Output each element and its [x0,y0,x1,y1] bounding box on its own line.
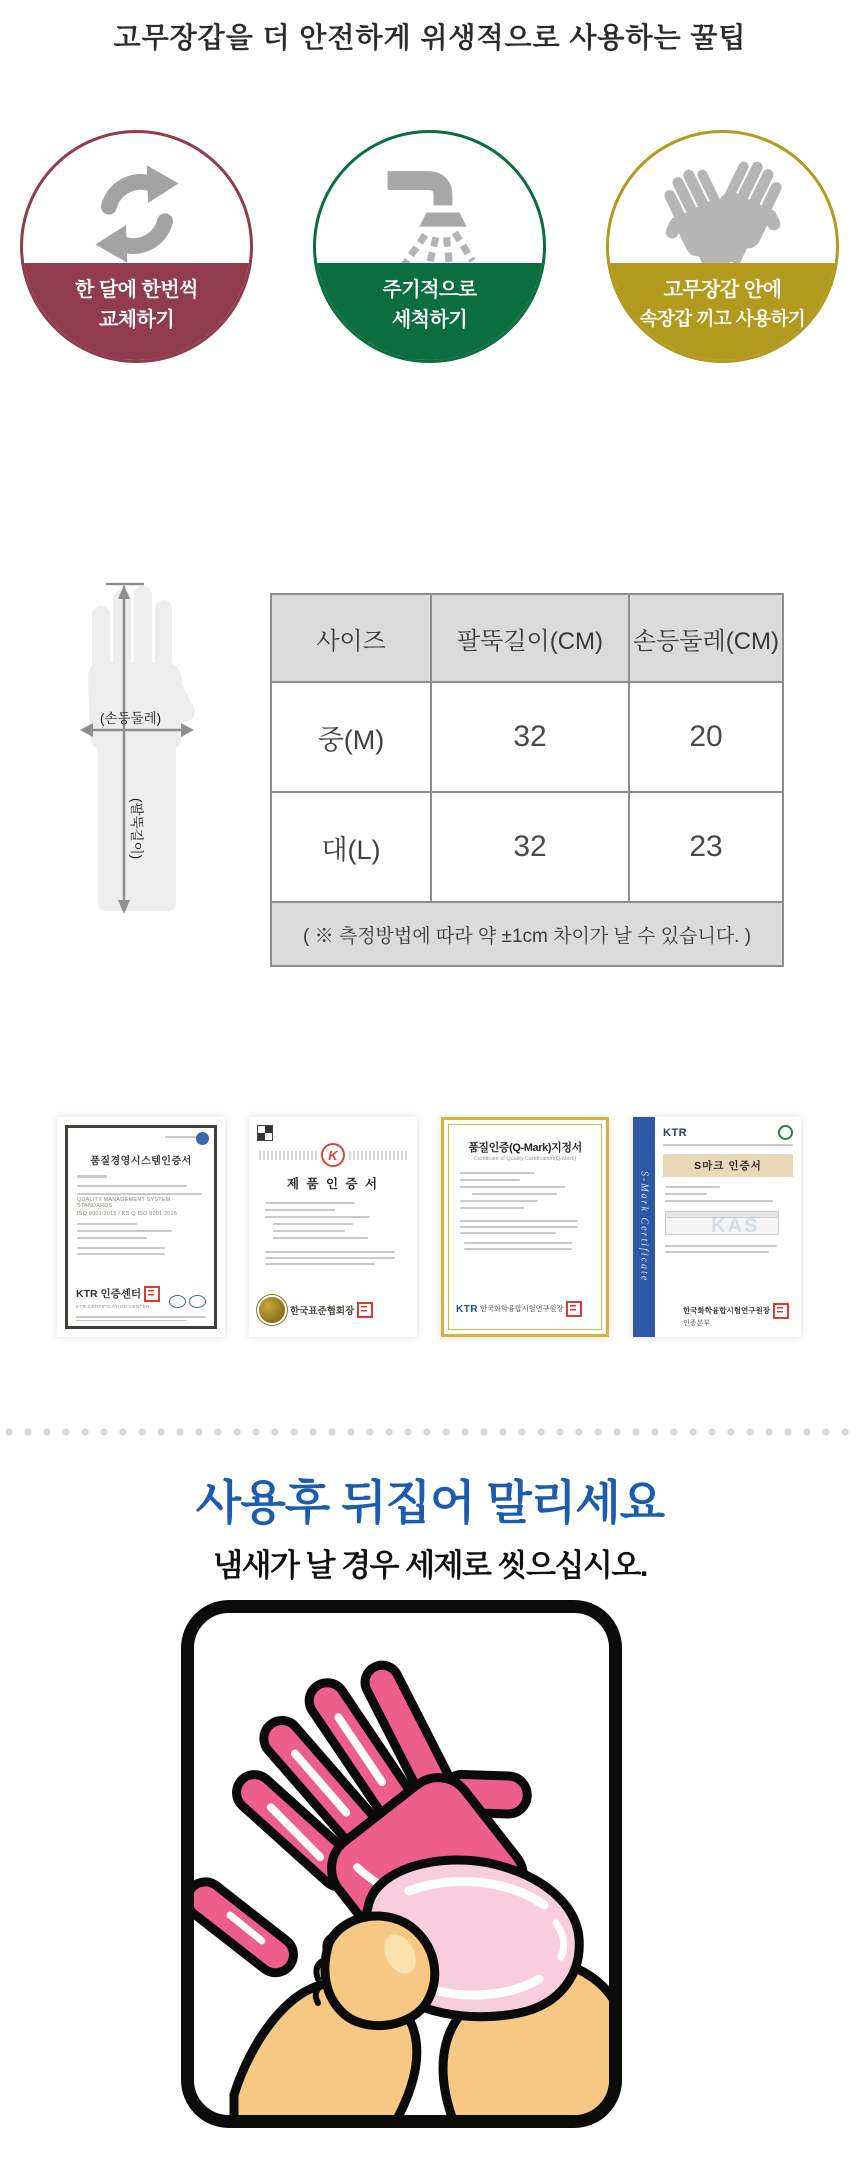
cell-size: 대(L) [271,792,431,902]
header-size: 사이즈 [271,594,431,682]
certificate-issuer: 한국화학융합시험연구원장 [480,1304,564,1313]
ks-mark-header [259,1143,407,1167]
qr-code-icon [258,1126,272,1140]
certificate-title: 품질인증(Q-Mark)지정서 [468,1142,582,1154]
certificate-body [655,1117,801,1337]
certificate-title: 품질경영시스템인증서 [90,1156,192,1167]
dotted-divider [5,1428,855,1436]
accreditation-logos [169,1295,206,1308]
red-stamp-icon [357,1302,373,1318]
certificate-issuer-dept: 인증본부 [683,1320,711,1327]
ktr-logo: KTR [456,1303,479,1315]
table-row [271,792,783,902]
certificate-issuer: 한국표준협회장 [290,1306,355,1317]
s-mark-side-text: S-Mark Certificate [638,1171,650,1283]
page-title: 고무장갑을 더 안전하게 위생적으로 사용하는 꿀팁 [113,22,747,53]
certificate-q-mark [441,1117,609,1337]
certificate-frame [65,1125,217,1329]
tip-label-line1: 한 달에 한번씩 [74,279,199,301]
tip-label-band [316,263,543,360]
certificate-issuer-sub: KTR CERTIFICATION CENTER [76,1304,150,1309]
certificate-footer [259,1297,407,1323]
cell-size: 중(M) [271,682,431,792]
cell-girth: 20 [629,682,783,792]
cell-length: 32 [431,792,629,902]
glove-measurement-diagram [52,570,222,915]
certificates-row [57,1117,803,1337]
dry-section-title: 사용후 뒤집어 말리세요 [195,1476,665,1529]
cell-girth: 23 [629,792,783,902]
table-note-row [271,902,783,966]
red-stamp-icon [566,1301,582,1317]
certificate-footer [456,1301,594,1317]
glove-flip-illustration [181,1600,622,2128]
table-note: ( ※ 측정방법에 따라 약 ±1cm 차이가 날 수 있습니다. ) [271,902,783,966]
tip-label-line1: 고무장갑 안에 [663,279,782,301]
certificate-product [249,1117,417,1337]
accreditation-logo [778,1125,793,1140]
tip-label-line1: 주기적으로 [382,279,477,301]
gloves-icon [648,159,798,277]
certificate-standard-line: ISO 9001:2015 / KS Q ISO 9001:2015 [77,1211,178,1217]
dry-section-subtitle: 냄새가 날 경우 세제로 씻으십시오. [213,1548,647,1583]
gold-seal-icon [259,1297,285,1323]
tip-label-line2: 교체하기 [98,309,175,331]
recycle-icon [76,153,198,275]
certificate-title: 제 품 인 증 서 [286,1177,380,1191]
certificate-quality-management-system [57,1117,225,1337]
iaf-logo [196,1132,209,1145]
certificate-issuer: KTR 인증센터 [76,1286,160,1302]
tip-label-line2: 세척하기 [391,309,468,331]
certificate-s-mark [633,1117,801,1337]
header-girth: 손등둘레(CM) [629,594,783,682]
tip-replace-monthly [20,130,253,363]
table-header-row [271,594,783,682]
kas-watermark: KAS [711,1215,760,1237]
certificate-frame [448,1124,602,1330]
certificate-subtitle: Certificate of Quality Certification(Q-Mark) [473,1156,577,1162]
s-mark-side-band [633,1117,655,1337]
tip-wash-periodically [313,130,546,363]
shower-icon [371,157,489,275]
certificate-title: S마크 인증서 [663,1154,793,1177]
tip-label-band [23,263,250,360]
tip-label-line2: 속장갑 끼고 사용하기 [639,308,806,329]
diagram-girth-label: (손등둘레) [100,711,162,726]
red-stamp-icon [144,1286,160,1302]
certificate-issuer: 한국화학융합시험연구원장 [683,1303,795,1319]
ktr-logo: KTR [663,1126,688,1139]
ks-logo: K [321,1143,345,1167]
tip-inner-gloves [606,130,839,363]
cell-length: 32 [431,682,629,792]
size-table [270,593,784,967]
tip-label-band [609,263,836,360]
diagram-length-label: (팔뚝길이) [129,798,144,860]
table-row [271,682,783,792]
header-length: 팔뚝길이(CM) [431,594,629,682]
left-hand [316,1916,435,2026]
certificate-standard-line: QUALITY MANAGEMENT SYSTEM STANDARDS [77,1197,171,1209]
red-stamp-icon [773,1303,789,1319]
